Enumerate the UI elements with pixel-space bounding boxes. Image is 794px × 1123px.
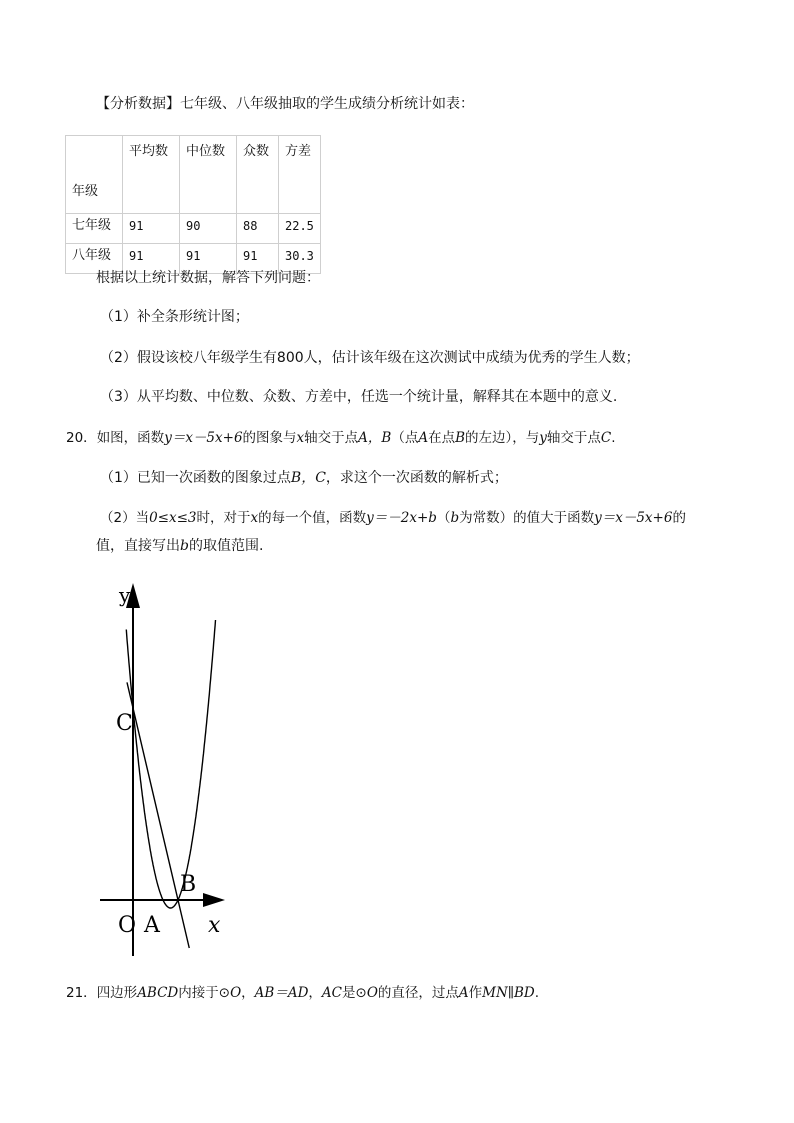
q21-var: ABCD <box>137 985 179 1001</box>
parabola-curve <box>126 620 215 908</box>
q20-text: 轴交于点 <box>304 430 359 446</box>
q21-equation: AB＝AD <box>254 985 309 1001</box>
q21-var: O <box>230 985 242 1001</box>
q20-text: （2）当 <box>100 510 150 526</box>
q20-var: A <box>418 430 429 446</box>
q20-function: y＝x－5x+6 <box>594 510 673 526</box>
q20-text: 为常数）的值大于函数 <box>459 510 595 526</box>
x-axis-arrow-icon <box>203 893 225 907</box>
table-row-grade: 七年级 <box>66 214 123 244</box>
q20-points: B，C <box>290 470 326 486</box>
q20-text: ，求这个一次函数的解析式； <box>325 470 508 486</box>
q21-var: MN∥BD <box>482 985 535 1001</box>
q21-text: ， <box>308 985 322 1001</box>
label-point-b: B <box>180 872 197 897</box>
intro-bracket-title: 【分析数据】 <box>96 96 180 112</box>
q20-var: x <box>296 430 305 446</box>
label-x: x <box>208 913 221 938</box>
q19-part-3: （3）从平均数、中位数、众数、方差中，任选一个统计量，解释其在本题中的意义. <box>100 389 618 405</box>
q20-var: C <box>600 430 612 446</box>
q21-text: ， <box>241 985 255 1001</box>
q21-stem <box>66 983 539 1003</box>
q21-var: O <box>366 985 378 1001</box>
label-origin: O <box>118 913 137 938</box>
q20-text: 时，对于 <box>196 510 251 526</box>
q20-var: b <box>180 538 189 554</box>
label-y: y <box>119 583 131 607</box>
q21-text: . <box>534 985 540 1001</box>
q20-text: （ <box>436 510 451 526</box>
q21-text: 作 <box>468 985 483 1001</box>
q20-text: 的 <box>672 510 686 526</box>
table-header-mode: 众数 <box>237 136 279 214</box>
q19-lead: 根据以上统计数据，解答下列问题： <box>96 270 320 286</box>
q21-text: 内接于⊙ <box>178 985 231 1001</box>
table-cell: 91 <box>123 244 180 274</box>
q20-text: 如图，函数 <box>96 430 165 446</box>
table-cell: 91 <box>123 214 180 244</box>
q20-text: 的每一个值，函数 <box>258 510 367 526</box>
q21-text: 是⊙ <box>342 985 367 1001</box>
table-header-median: 中位数 <box>180 136 237 214</box>
q20-text: . <box>611 430 616 446</box>
table-cell: 30.3 <box>279 244 321 274</box>
table-cell: 88 <box>237 214 279 244</box>
q20-points: A，B <box>358 430 392 446</box>
q20-text: 的左边），与 <box>465 430 540 446</box>
q20-range: 0≤x≤3 <box>149 510 197 526</box>
table-cell: 91 <box>180 244 237 274</box>
q21-var: AC <box>321 985 342 1001</box>
q21-number: 21． <box>66 985 97 1001</box>
table-corner-cell: 年级 <box>66 136 123 214</box>
q19-part-2: （2）假设该校八年级学生有800人，估计该年级在这次测试中成绩为优秀的学生人数； <box>100 350 640 366</box>
q20-text: 的取值范围. <box>188 538 264 554</box>
table-cell: 90 <box>180 214 237 244</box>
q21-var: A <box>458 985 469 1001</box>
q20-text: （1）已知一次函数的图象过点 <box>100 470 291 486</box>
q20-function: y＝－2x+b <box>366 510 437 526</box>
q20-text: 在点 <box>428 430 456 446</box>
q20-var: x <box>250 510 259 526</box>
linear-function-line <box>127 682 189 948</box>
q20-text: 值，直接写出 <box>96 538 180 554</box>
q19-part-1: （1）补全条形统计图； <box>100 309 249 325</box>
q20-text: 的图象与 <box>242 430 297 446</box>
table-row-grade: 八年级 <box>66 244 123 274</box>
q20-var: y <box>539 430 547 446</box>
label-point-a: A <box>144 913 160 938</box>
q20-var: B <box>455 430 465 446</box>
q21-text: 四边形 <box>96 985 138 1001</box>
label-point-c: C <box>116 711 133 736</box>
intro-text: 七年级、八年级抽取的学生成绩分析统计如表： <box>180 96 474 112</box>
table-cell: 91 <box>237 244 279 274</box>
q20-text: 轴交于点 <box>546 430 601 446</box>
table-header-mean: 平均数 <box>123 136 180 214</box>
q20-var: b <box>450 510 460 526</box>
q20-number: 20． <box>66 430 97 446</box>
q20-function: y＝x－5x+6 <box>164 430 243 446</box>
q20-text: （点 <box>391 430 419 446</box>
q21-text: 的直径，过点 <box>377 985 459 1001</box>
table-header-variance: 方差 <box>279 136 321 214</box>
table-cell: 22.5 <box>279 214 321 244</box>
